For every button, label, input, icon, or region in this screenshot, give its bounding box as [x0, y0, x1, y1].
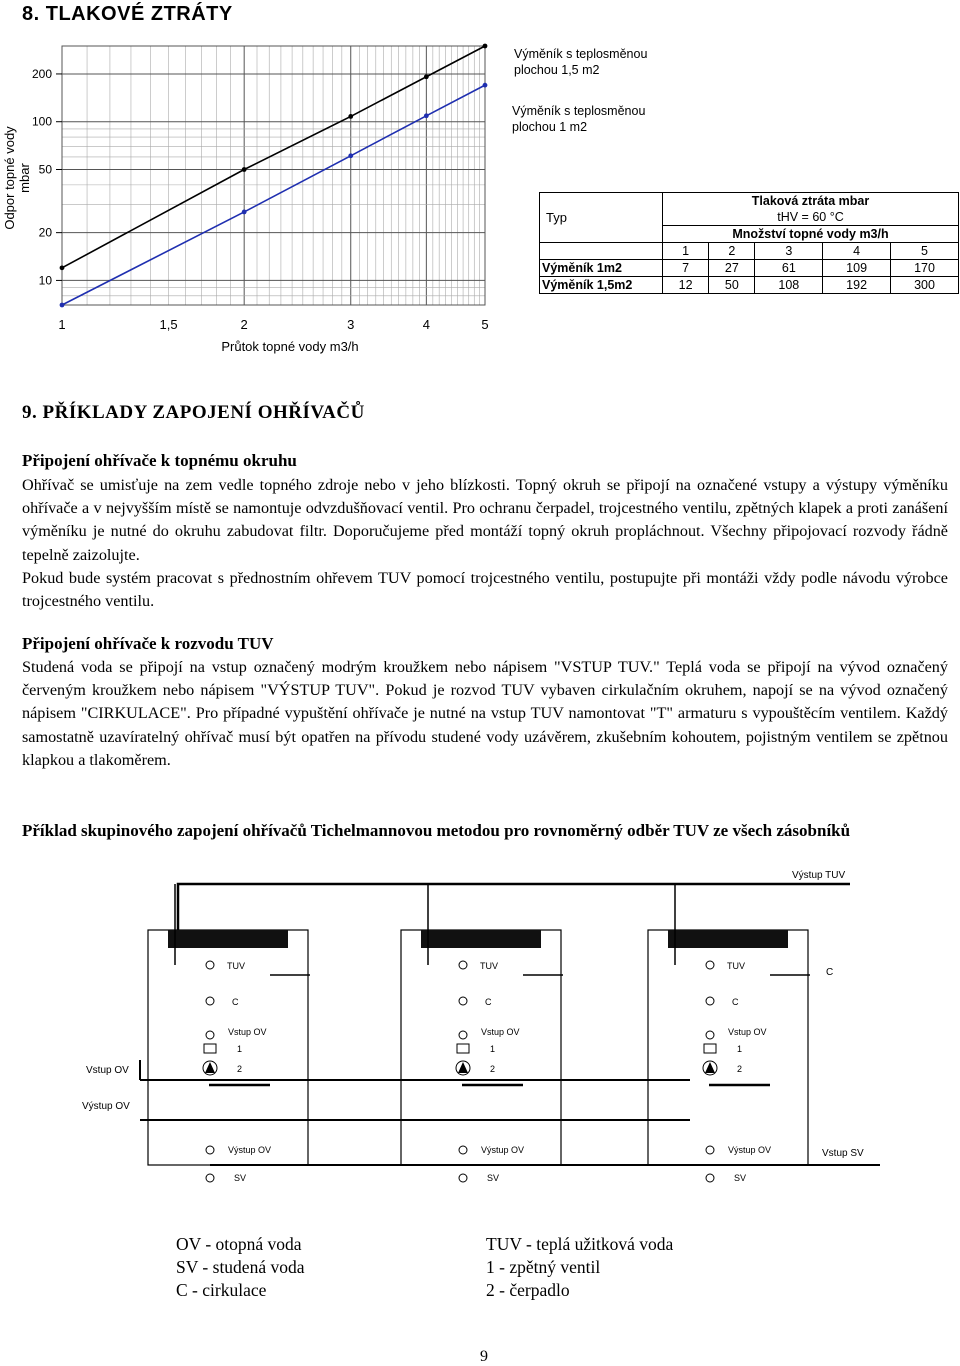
y-tick-label: 100 — [32, 115, 52, 129]
connector-c — [459, 997, 467, 1005]
section-9-title: 9. PŘÍKLADY ZAPOJENÍ OHŘÍVAČŮ — [22, 402, 365, 424]
connector-vstup-ov — [459, 1031, 467, 1039]
connector-tuv — [459, 961, 467, 969]
data-point — [242, 210, 247, 215]
label-sv: SV — [487, 1173, 499, 1183]
table-cell: 170 — [891, 260, 959, 277]
table-cell: 108 — [755, 277, 823, 294]
label-sv: SV — [734, 1173, 746, 1183]
tank-group — [618, 884, 810, 1183]
plot-frame — [62, 46, 485, 305]
legend-left — [176, 1233, 304, 1302]
table-cell: 109 — [823, 260, 891, 277]
section-8-title: 8. TLAKOVÉ ZTRÁTY — [22, 3, 233, 26]
data-point — [424, 113, 429, 118]
x-tick-label: 2 — [241, 317, 248, 332]
table-cell: 3 — [755, 243, 823, 260]
table-cell: 61 — [755, 260, 823, 277]
table-cell: 27 — [709, 260, 755, 277]
paragraph-heating-circuit: Ohřívač se umisťuje na zem vedle topného zdroje nebo v jeho blízkosti. Topný okruh se připojí na označené vstupy a výstupy výměníku ohřívače a v nejvyšším místě se namontuje odvzdušňovací ventil. Pro ochranu čerpadel, trojcestného ventilu, zpětných klapek a proti zanášení výměníku je nutné do okruhu zabudovat filtr. Doporučujeme před montáží topný okruh propláchnout. Všechny připojovací rozvody řádně tepelně zaizolujte. — [22, 474, 948, 567]
tank-group — [371, 884, 563, 1183]
table-header-2: tHV = 60 °C — [663, 209, 959, 226]
legend-label: Výměník s teplosměnou — [514, 47, 647, 61]
legend-right — [486, 1233, 673, 1302]
x-tick-label: 5 — [481, 317, 488, 332]
connector-sv — [206, 1174, 214, 1182]
paragraph-three-way-valve: Pokud bude systém pracovat s přednostním ohřevem TUV pomocí trojcestného ventilu, postupujte při montáži vždy podle návodu výrobce trojcestného ventilu. — [22, 567, 948, 613]
label-vstup-ov: Vstup OV — [728, 1027, 767, 1037]
table-row — [540, 277, 959, 294]
tank-cap — [421, 930, 541, 948]
label-c: C — [232, 997, 239, 1007]
label-2: 2 — [490, 1064, 495, 1074]
data-point — [60, 265, 65, 270]
series-line-2 — [62, 85, 485, 305]
label-1: 1 — [490, 1044, 495, 1054]
x-tick-label: 1 — [58, 317, 65, 332]
table-cell: 2 — [709, 243, 755, 260]
data-point — [242, 167, 247, 172]
table-cell: 300 — [891, 277, 959, 294]
connector-c — [706, 997, 714, 1005]
table-typ-label: Typ — [540, 193, 663, 243]
label-cirkulace: C — [826, 967, 833, 978]
label-vstup-ov: Vstup OV — [86, 1065, 129, 1076]
legend-item: TUV - teplá užitková voda — [486, 1233, 673, 1256]
table-row-flows — [540, 243, 959, 260]
data-point — [348, 114, 353, 119]
y-tick-label: 10 — [39, 273, 53, 287]
connector-tuv — [706, 961, 714, 969]
subheading-tichelmann: Příklad skupinového zapojení ohřívačů Tichelmannovou metodou pro rovnoměrný odběr TUV ze všech zásobníků — [22, 819, 948, 842]
connector-c — [206, 997, 214, 1005]
y-tick-label: 200 — [32, 67, 52, 81]
page-number: 9 — [480, 1348, 488, 1366]
data-point — [60, 303, 65, 308]
data-point — [424, 74, 429, 79]
label-vystup-ov: Výstup OV — [481, 1145, 524, 1155]
connector-vystup-ov — [706, 1146, 714, 1154]
check-valve-icon — [457, 1044, 469, 1053]
check-valve-icon — [704, 1044, 716, 1053]
tank-cap — [168, 930, 288, 948]
label-2: 2 — [237, 1064, 242, 1074]
y-axis-label-2: mbar — [17, 163, 32, 193]
y-tick-label: 50 — [39, 162, 53, 176]
tank-group — [118, 884, 310, 1183]
table-row — [540, 260, 959, 277]
connector-vystup-ov — [206, 1146, 214, 1154]
check-valve-icon — [204, 1044, 216, 1053]
pipe-tuv-output — [178, 884, 850, 935]
legend-item: C - cirkulace — [176, 1279, 304, 1302]
label-1: 1 — [737, 1044, 742, 1054]
legend-item: OV - otopná voda — [176, 1233, 304, 1256]
table-header-1: Tlaková ztráta mbar — [663, 193, 959, 210]
pressure-loss-table — [539, 192, 959, 294]
table-row-label: Výměník 1,5m2 — [540, 277, 663, 294]
tichelmann-diagram — [0, 860, 960, 1230]
label-2: 2 — [737, 1064, 742, 1074]
label-vystup-ov: Výstup OV — [82, 1101, 130, 1112]
label-vystup-tuv: Výstup TUV — [792, 870, 845, 881]
x-tick-label: 1,5 — [160, 317, 178, 332]
label-vystup-ov: Výstup OV — [728, 1145, 771, 1155]
legend-item: 2 - čerpadlo — [486, 1279, 673, 1302]
table-header-3: Množství topné vody m3/h — [663, 226, 959, 243]
label-c: C — [485, 997, 492, 1007]
label-c: C — [732, 997, 739, 1007]
label-vstup-ov: Vstup OV — [481, 1027, 520, 1037]
label-vystup-ov: Výstup OV — [228, 1145, 271, 1155]
connector-sv — [459, 1174, 467, 1182]
table-row-label: Výměník 1m2 — [540, 260, 663, 277]
x-axis-label: Průtok topné vody m3/h — [221, 339, 358, 354]
label-1: 1 — [237, 1044, 242, 1054]
table-cell: 192 — [823, 277, 891, 294]
subheading-tuv: Připojení ohřívače k rozvodu TUV — [22, 634, 274, 654]
y-axis-label: Odpor topné vody — [2, 126, 17, 230]
table-cell: 50 — [709, 277, 755, 294]
connector-vstup-ov — [706, 1031, 714, 1039]
legend-label: Výměník s teplosměnou — [512, 104, 645, 118]
data-point — [483, 44, 488, 49]
table-cell: 12 — [663, 277, 709, 294]
data-point — [348, 153, 353, 158]
label-tuv: TUV — [727, 961, 745, 971]
label-vstup-ov: Vstup OV — [228, 1027, 267, 1037]
table-cell: 1 — [663, 243, 709, 260]
legend-label: plochou 1,5 m2 — [514, 63, 600, 77]
tank-cap — [668, 930, 788, 948]
table-cell: 4 — [823, 243, 891, 260]
legend-item: SV - studená voda — [176, 1256, 304, 1279]
y-tick-label: 20 — [39, 226, 53, 240]
legend-label: plochou 1 m2 — [512, 120, 587, 134]
connector-vystup-ov — [459, 1146, 467, 1154]
table-cell: 5 — [891, 243, 959, 260]
label-sv: SV — [234, 1173, 246, 1183]
connector-vstup-ov — [206, 1031, 214, 1039]
legend-item: 1 - zpětný ventil — [486, 1256, 673, 1279]
paragraph-tuv: Studená voda se připojí na vstup označený modrým kroužkem nebo nápisem "VSTUP TUV." Teplá voda se připojí na vývod označený červeným kroužkem nebo nápisem "VÝSTUP TUV". Pokud je rozvod TUV vybaven cirkulačním okruhem, napojí se na vývod označený nápisem "CIRKULACE". Pro případné vypuštění ohřívače je nutné na vstup TUV namontovat "T" armaturu s vypouštěcím ventilem. Každý samostatně uzavíratelný ohřívač musí být opatřen na přívodu studené vody uzávěrem, zkušebním kohoutem, pojistným ventilem se zpětnou klapkou a tlakoměrem. — [22, 656, 948, 772]
connector-sv — [706, 1174, 714, 1182]
table-cell: 7 — [663, 260, 709, 277]
x-tick-label: 3 — [347, 317, 354, 332]
label-tuv: TUV — [227, 961, 245, 971]
data-point — [483, 83, 488, 88]
label-vstup-sv: Vstup SV — [822, 1148, 864, 1159]
x-tick-label: 4 — [423, 317, 430, 332]
label-tuv: TUV — [480, 961, 498, 971]
connector-tuv — [206, 961, 214, 969]
subheading-heating-circuit: Připojení ohřívače k topnému okruhu — [22, 451, 297, 471]
